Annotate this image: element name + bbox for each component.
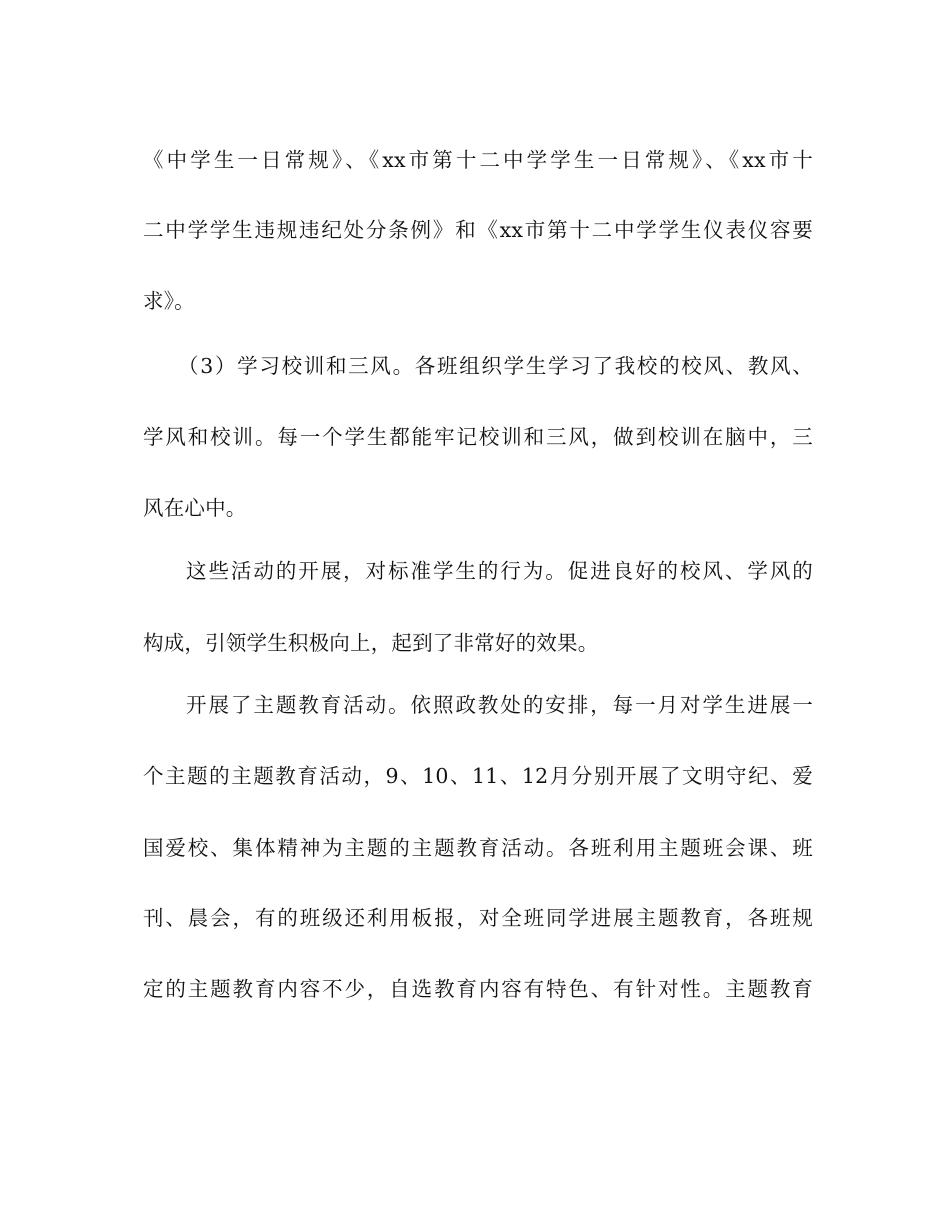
body-text-line: 刊、晨会，有的班级还利用板报，对全班同学进展主题教育，各班规 — [143, 906, 813, 930]
body-text-line: 求》。 — [143, 289, 195, 313]
body-text-line: 风在心中。 — [143, 496, 247, 520]
body-text-line: 二中学学生违规违纪处分条例》和《xx市第十二中学学生仪表仪容要 — [143, 218, 813, 242]
body-text-line: 这些活动的开展，对标准学生的行为。促进良好的校风、学风的 — [186, 559, 813, 583]
body-text-line: 开展了主题教育活动。依照政教处的安排，每一月对学生进展一 — [186, 693, 813, 717]
body-text-line: 构成，引领学生积极向上，起到了非常好的效果。 — [143, 631, 599, 655]
body-text-line: （3）学习校训和三风。各班组织学生学习了我校的校风、教风、 — [178, 354, 813, 378]
body-text-line: 个主题的主题教育活动，9、10、11、12月分别开展了文明守纪、爱 — [143, 764, 813, 788]
body-text-line: 国爱校、集体精神为主题的主题教育活动。各班利用主题班会课、班 — [143, 836, 813, 860]
body-text-line: 定的主题教育内容不少，自选教育内容有特色、有针对性。主题教育 — [143, 977, 813, 1001]
body-text-line: 《中学生一日常规》、《xx市第十二中学学生一日常规》、《xx市十 — [143, 148, 813, 172]
body-text-line: 学风和校训。每一个学生都能牢记校训和三风，做到校训在脑中，三 — [143, 425, 813, 449]
